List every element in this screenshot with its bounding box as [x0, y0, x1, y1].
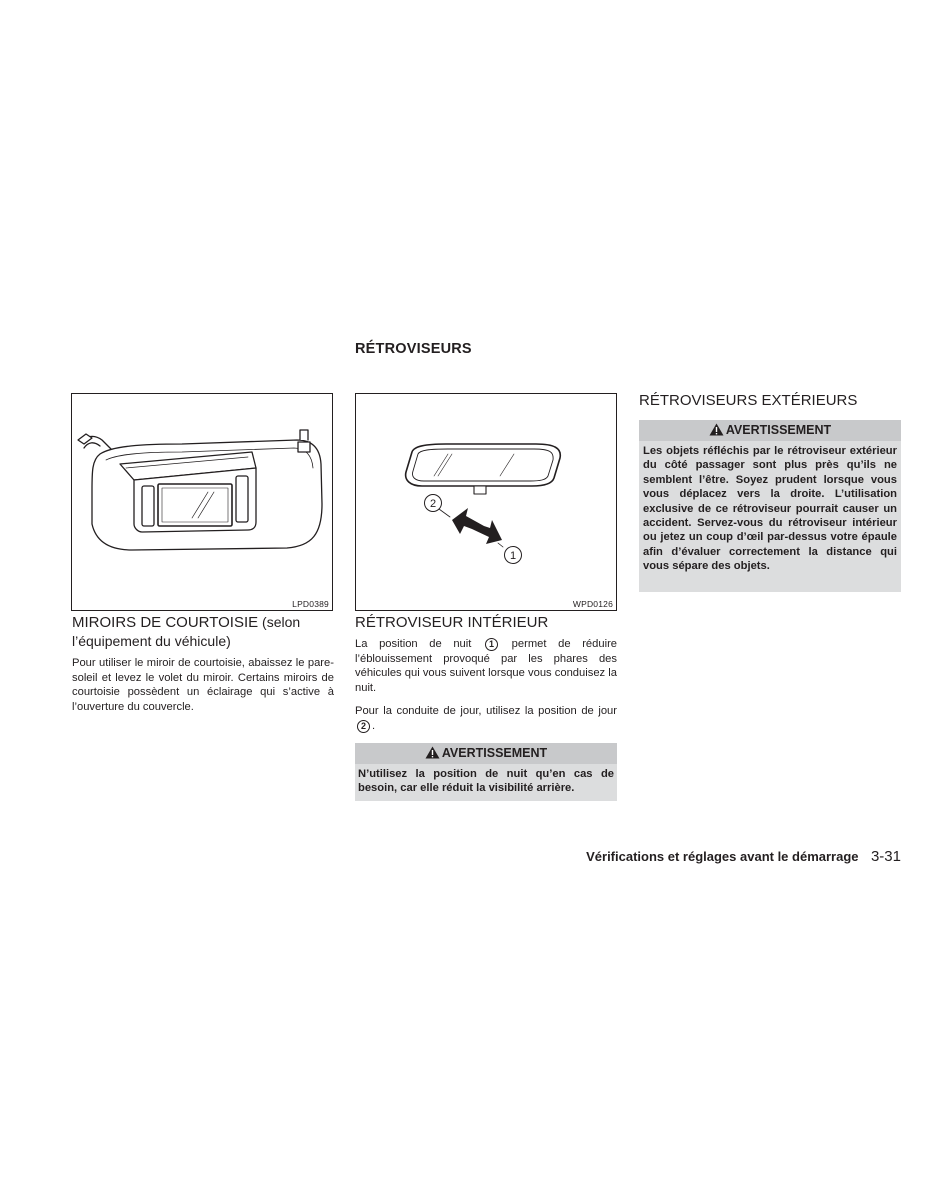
sun-visor-figure	[71, 393, 333, 611]
warning-header	[639, 420, 901, 441]
heading-main: MIROIRS DE COURTOISIE	[72, 614, 259, 631]
figure-code: LPD0389	[292, 599, 329, 609]
courtesy-mirror-text: Pour utiliser le miroir de courtoisie, abaissez le pare-soleil et levez le volet du miroir. Certains miroirs de courtoisie possèdent un éclairage qui s’active à l’ouverture du couvercle.	[72, 657, 334, 713]
warning-text: N’utilisez la position de nuit qu’en cas de besoin, car elle réduit la visibilité arrière.	[355, 764, 617, 801]
interior-warning-box	[355, 743, 617, 801]
exterior-mirror-heading: RÉTROVISEURS EXTÉRIEURS	[639, 392, 858, 409]
warning-triangle-icon	[425, 745, 440, 766]
sun-visor-illustration	[72, 394, 332, 610]
warning-title: AVERTISSEMENT	[441, 746, 548, 760]
warning-header	[355, 743, 617, 764]
interior-mirror-illustration	[356, 394, 616, 610]
page-number: 3-31	[870, 848, 901, 865]
warning-triangle-icon	[709, 422, 724, 443]
interior-mirror-figure	[355, 393, 617, 611]
text: permet de réduire l’éblouissement provoqué par les phares des véhicules qui vous suivent lorsque vous conduisez la nuit.	[355, 638, 618, 694]
text: .	[372, 719, 376, 732]
callout-1: 1	[509, 550, 517, 562]
text: Pour la conduite de jour, utilisez la position de jour	[355, 705, 617, 717]
page-footer	[560, 848, 901, 866]
warning-title: AVERTISSEMENT	[725, 423, 832, 437]
courtesy-mirror-heading	[72, 613, 342, 651]
footer-chapter-title: Vérifications et réglages avant le démarrage	[586, 849, 859, 864]
section-title: RÉTROVISEURS	[355, 341, 472, 357]
interior-mirror-text-2	[355, 704, 617, 733]
callout-2: 2	[429, 498, 437, 510]
interior-mirror-heading: RÉTROVISEUR INTÉRIEUR	[355, 614, 549, 631]
text: La position de nuit	[355, 638, 472, 650]
interior-mirror-text-1	[355, 637, 617, 695]
callout-1-icon: 1	[485, 638, 498, 651]
heading-sub: (selon	[258, 614, 301, 630]
heading-sub-line2: l’équipement du véhicule)	[72, 633, 231, 649]
callout-2-icon: 2	[357, 720, 370, 733]
exterior-warning-box	[639, 420, 901, 592]
warning-text: Les objets réfléchis par le rétroviseur extérieur du côté passager sont plus près qu’ils ne semblent l’être. Soyez prudent lorsque vous vous déplacez vers la droite. L’utilisation exclusive de ce rétroviseur pourrait causer un accident. Servez-vous du rétroviseur intérieur ou jetez un coup d’œil par-dessus votre épaule afin d’évaluer correctement la distance qui vous sépare des objets.	[639, 441, 901, 592]
figure-code: WPD0126	[572, 599, 613, 609]
